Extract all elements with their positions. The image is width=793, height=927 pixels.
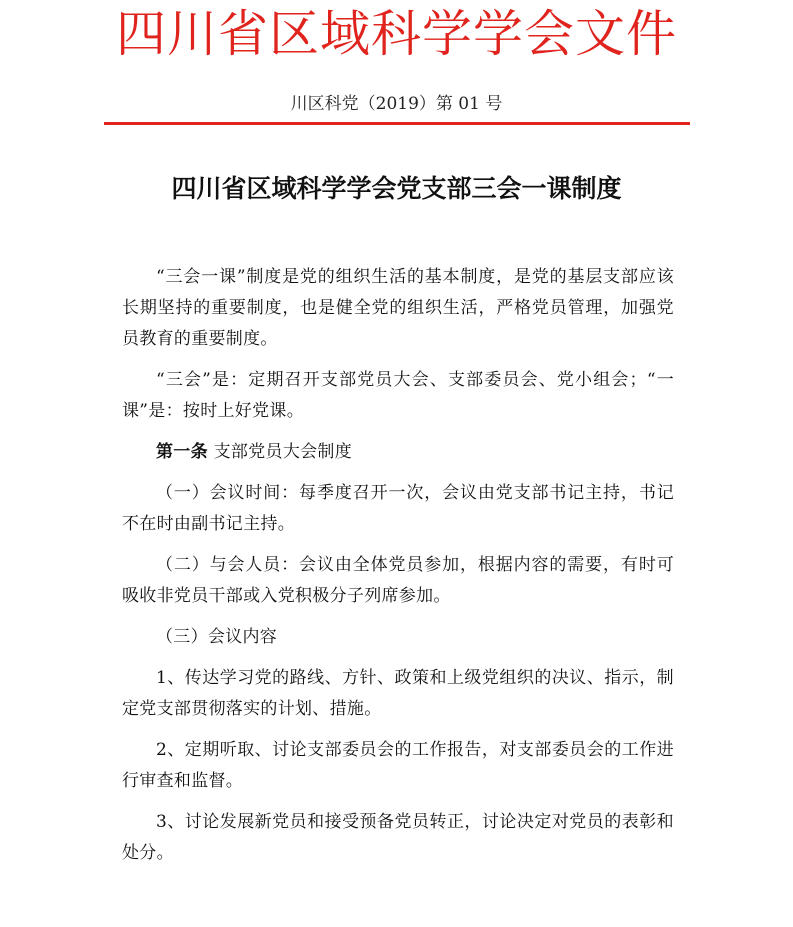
article-item: 3、讨论发展新党员和接受预备党员转正，讨论决定对党员的表彰和处分。 [122, 812, 674, 863]
red-divider-line [104, 122, 690, 125]
article-heading [122, 437, 674, 468]
article-item: （三）会议内容 [156, 627, 278, 647]
article-item: （一）会议时间：每季度召开一次，会议由党支部书记主持，书记不在时由副书记主持。 [122, 483, 674, 534]
article-item: 1、传达学习党的路线、方针、政策和上级党组织的决议、指示，制定党支部贯彻落实的计划、措施。 [122, 668, 674, 719]
paragraph-intro: “三会一课”制度是党的组织生活的基本制度，是党的基层支部应该长期坚持的重要制度，也是健全党的组织生活，严格党员管理，加强党员教育的重要制度。 [122, 267, 674, 349]
article-title: 支部党员大会制度 [213, 442, 353, 462]
document-title: 四川省区域科学学会党支部三会一课制度 [171, 174, 622, 203]
article-item: （二）与会人员：会议由全体党员参加，根据内容的需要，有时可吸收非党员干部或入党积极分子列席参加。 [122, 555, 674, 606]
paragraph-definition: “三会”是：定期召开支部党员大会、支部委员会、党小组会；“一课”是：按时上好党课。 [122, 370, 674, 421]
org-header-title: 四川省区域科学学会文件 [116, 5, 677, 63]
document-number: 川区科党（2019）第 01 号 [290, 94, 503, 114]
article-label: 第一条 [156, 442, 208, 462]
document-body [122, 262, 674, 879]
article-item: 2、定期听取、讨论支部委员会的工作报告，对支部委员会的工作进行审查和监督。 [122, 740, 674, 791]
